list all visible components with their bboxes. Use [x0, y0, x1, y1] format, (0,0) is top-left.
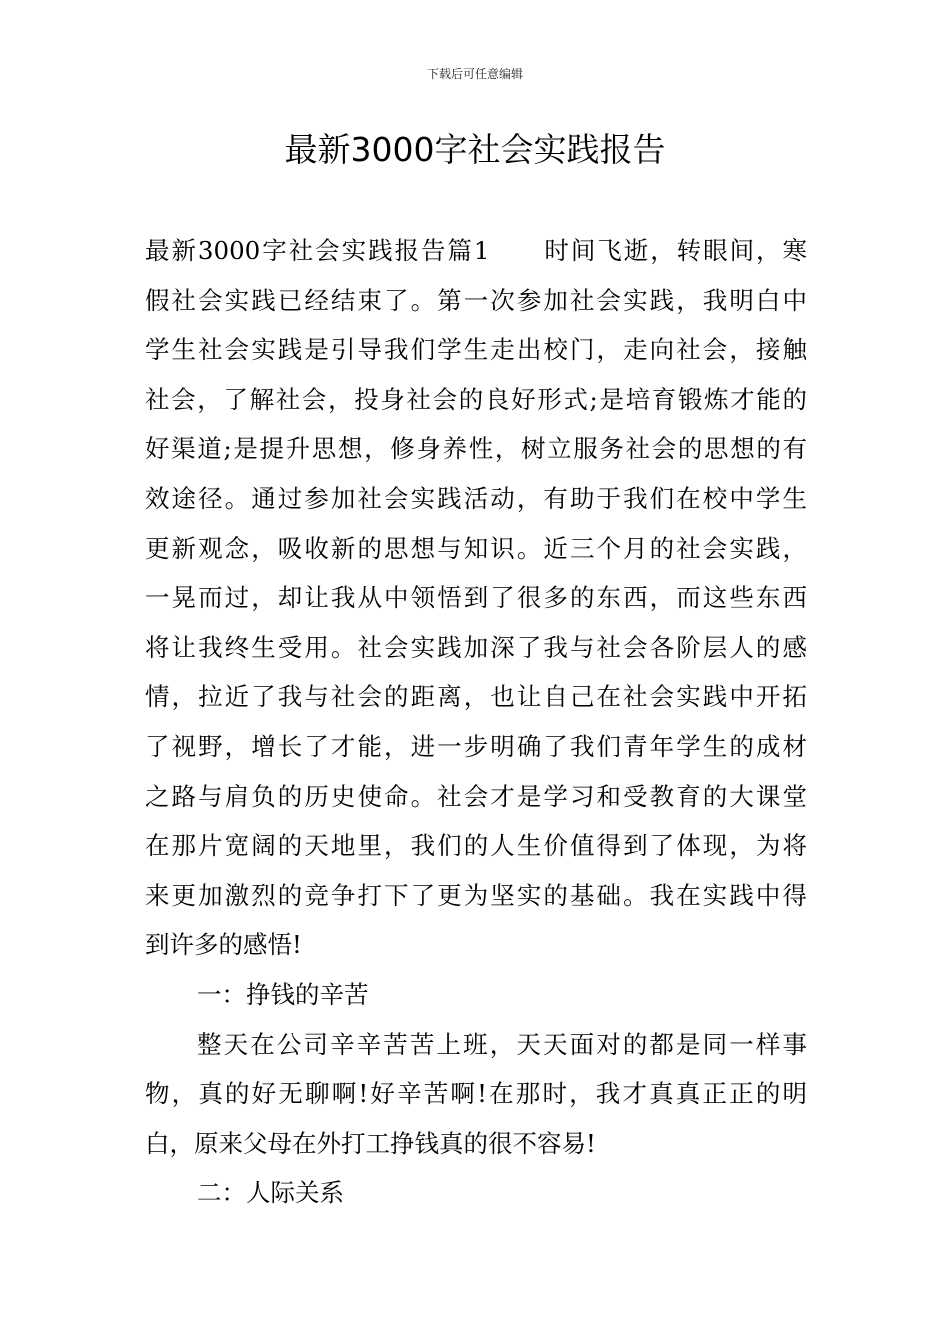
paragraph-line: 将让我终生受用。社会实践加深了我与社会各阶层人的感	[145, 632, 807, 662]
paragraph-line: 最新3000字社会实践报告篇1 时间飞逝，转眼间，寒	[145, 236, 807, 265]
paragraph-line: 在那片宽阔的天地里，我们的人生价值得到了体现，为将	[145, 831, 807, 861]
paragraph-line: 学生社会实践是引导我们学生走出校门，走向社会，接触	[145, 335, 807, 365]
paragraph-line: 来更加激烈的竞争打下了更为坚实的基础。我在实践中得	[145, 880, 807, 910]
header-note: 下载后可任意编辑	[426, 67, 523, 81]
paragraph-line: 了视野，增长了才能，进一步明确了我们青年学生的成材	[145, 731, 807, 761]
paragraph-line: 之路与肩负的历史使命。社会才是学习和受教育的大课堂	[145, 781, 807, 811]
paragraph-line: 更新观念，吸收新的思想与知识。近三个月的社会实践，	[145, 533, 807, 563]
paragraph-line: 整天在公司辛辛苦苦上班，天天面对的都是同一样事	[197, 1029, 807, 1059]
paragraph-line: 到许多的感悟!	[145, 930, 302, 960]
paragraph-line: 情，拉近了我与社会的距离，也让自己在社会实践中开拓	[145, 682, 807, 712]
document-body	[145, 226, 807, 1218]
paragraph-1	[145, 226, 807, 970]
paragraph-line: 白，原来父母在外打工挣钱真的很不容易!	[145, 1128, 596, 1158]
section-heading-2: 二：人际关系	[197, 1178, 344, 1208]
paragraph-line: 社会，了解社会，投身社会的良好形式;是培育锻炼才能的	[145, 384, 807, 414]
paragraph-2	[145, 1020, 807, 1169]
paragraph-line: 好渠道;是提升思想，修身养性，树立服务社会的思想的有	[145, 434, 807, 464]
paragraph-line: 假社会实践已经结束了。第一次参加社会实践，我明白中	[145, 285, 807, 315]
section-heading-1: 一：挣钱的辛苦	[197, 979, 369, 1009]
paragraph-line: 效途径。通过参加社会实践活动，有助于我们在校中学生	[145, 483, 807, 513]
paragraph-line: 物，真的好无聊啊!好辛苦啊!在那时，我才真真正正的明	[145, 1079, 807, 1109]
paragraph-line: 一晃而过，却让我从中领悟到了很多的东西，而这些东西	[145, 583, 807, 613]
document-title: 最新3000字社会实践报告	[284, 130, 666, 169]
